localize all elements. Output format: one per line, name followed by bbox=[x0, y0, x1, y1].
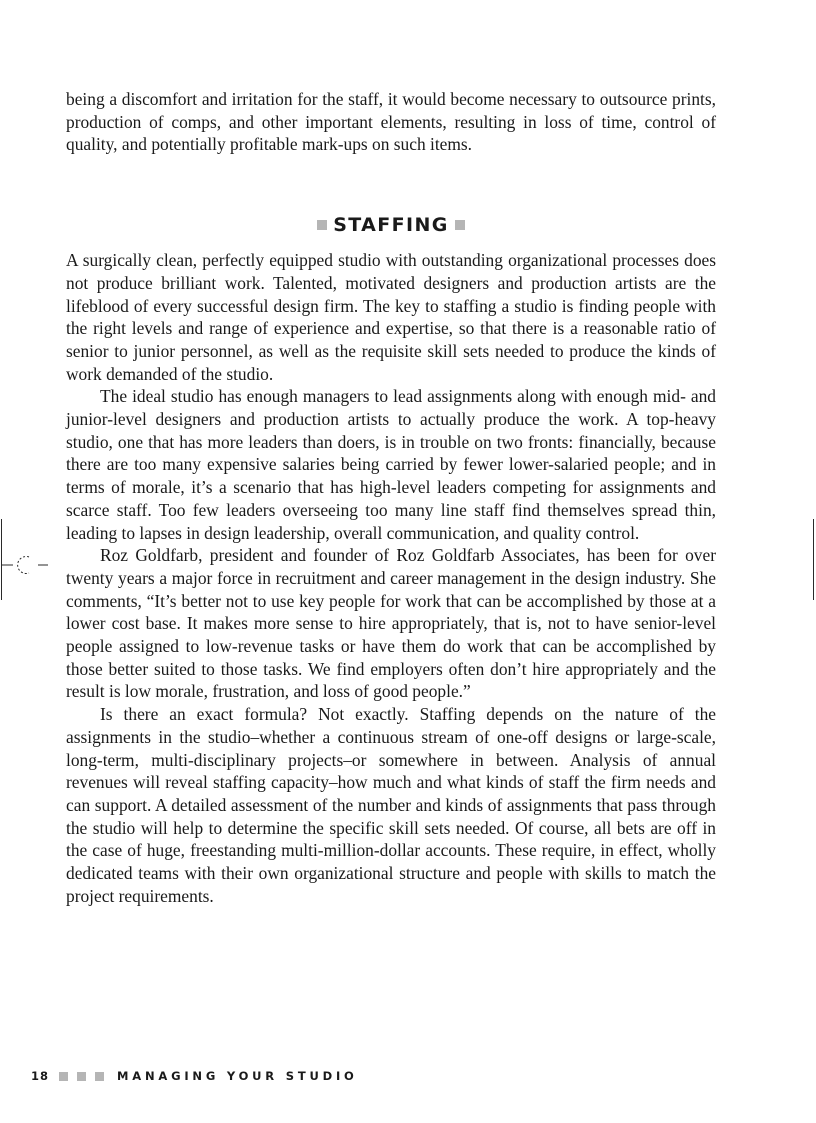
opening-paragraph: being a discomfort and irritation for the staff, it would become necessary to outsource prints, production of comps, and other important elements, resulting in loss of time, control of quality, and potentially profitable mark-ups on such items. bbox=[66, 89, 716, 155]
body-paragraph: A surgically clean, perfectly equipped studio with outstanding organizational processes does not produce brilliant work. Talented, motivated designers and production artists are the lifeblood of every successful design firm. The key to staffing a studio is finding people with the right levels and range of experience and expertise, so that there is a reasonable ratio of senior to junior personnel, as well as the requisite skill sets needed to produce the kinds of work demanded of the studio. bbox=[66, 250, 716, 384]
footer-square-icon bbox=[95, 1072, 104, 1081]
ornament-square-icon bbox=[455, 220, 465, 230]
footer-square-icon bbox=[59, 1072, 68, 1081]
ornament-square-icon bbox=[317, 220, 327, 230]
page-footer bbox=[31, 1069, 358, 1083]
running-head: MANAGING YOUR STUDIO bbox=[117, 1069, 358, 1083]
crop-mark-right bbox=[813, 519, 814, 600]
page-body bbox=[66, 88, 716, 908]
registration-mark-icon bbox=[2, 553, 52, 577]
body-paragraph: Is there an exact formula? Not exactly. Staffing depends on the nature of the assignments in the studio–whether a continuous stream of one-off designs or large-scale, long-term, multi-disciplinary projects–or somewhere in between. Analysis of annual revenues will reveal staffing capacity–how much and what kinds of staff the firm needs and can support. A detailed assessment of the number and kinds of assignments that pass through the studio will help to determine the specific skill sets needed. Of course, all bets are off in the case of huge, freestanding multi-million-dollar accounts. These require, in effect, wholly dedicated teams with their own organizational structure and people with skills to match the project requirements. bbox=[66, 704, 716, 906]
body-paragraph: Roz Goldfarb, president and founder of Roz Goldfarb Associates, has been for over twenty years a major force in recruitment and career management in the design industry. She comments, “It’s better not to use key people for work that can be accomplished by those at a lower cost base. It makes more sense to hire appropriately, that is, not to have senior-level people assigned to low-revenue tasks or have them do work that can be accomplished by those better suited to those tasks. We find employers often don’t hire appropriately and the result is low morale, frustration, and loss of good people.” bbox=[66, 545, 716, 702]
page-number: 18 bbox=[31, 1069, 50, 1083]
body-paragraph: The ideal studio has enough managers to lead assignments along with enough mid- and junior-level designers and production artists to actually produce the work. A top-heavy studio, one that has more leaders than doers, is in trouble on two fronts: financially, because there are too many expensive salaries being carried by fewer lower-salaried people; and in terms of morale, it’s a scenario that has high-level leaders competing for assignments and scarce staff. Too few leaders overseeing too many line staff find themselves spread thin, leading to lapses in design leadership, overall communication, and quality control. bbox=[66, 386, 716, 543]
section-heading bbox=[66, 211, 716, 239]
footer-square-icon bbox=[77, 1072, 86, 1081]
section-title: STAFFING bbox=[333, 214, 449, 237]
